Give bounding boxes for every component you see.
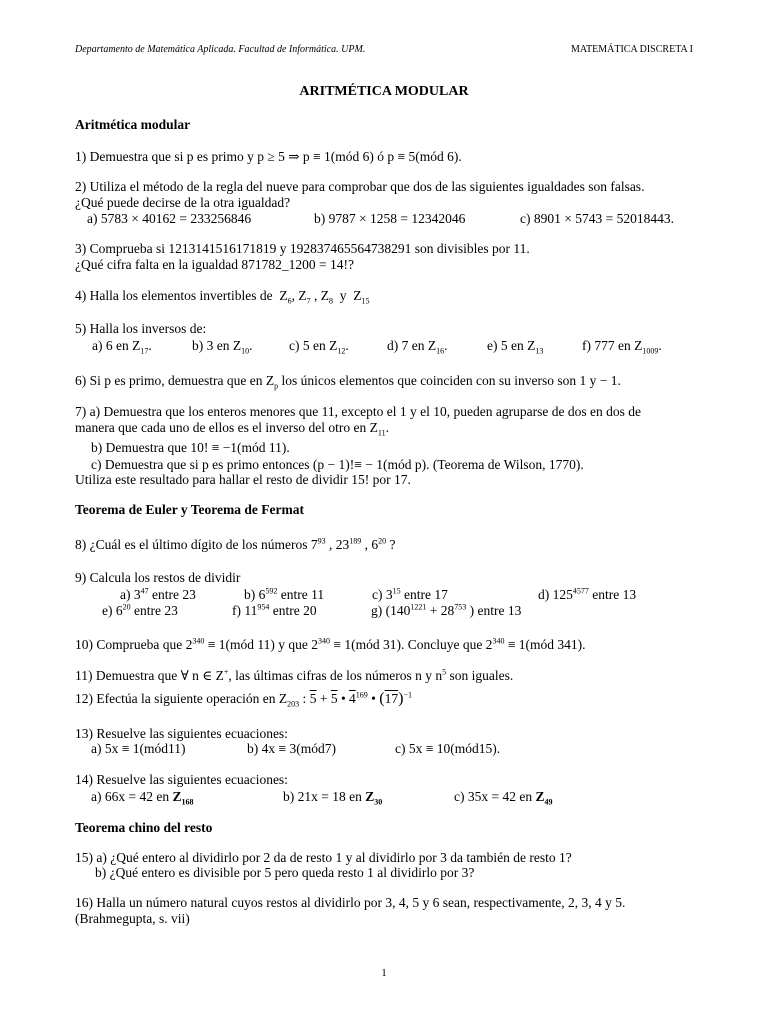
problem-12 xyxy=(75,690,412,708)
problem-11 xyxy=(75,668,513,684)
problem-8-text: ? xyxy=(386,537,396,552)
problem-13-a: a) 5x ≡ 1(mód11) xyxy=(91,741,186,756)
item-text: e) 6 xyxy=(102,603,123,618)
class-bar: 5 xyxy=(330,691,338,706)
z-symbol: Z xyxy=(172,789,182,804)
problem-9-e xyxy=(102,603,178,619)
item-punct: . xyxy=(444,338,448,353)
operator: + xyxy=(316,691,331,706)
problem-11-text: , las últimas cifras de los números n y n xyxy=(228,668,443,683)
header-department: Departamento de Matemática Aplicada. Facultad de Informática. UPM. xyxy=(75,44,366,55)
problem-2-line2: ¿Qué puede decirse de la otra igualdad? xyxy=(75,195,291,210)
problem-7-line2-text: manera que cada uno de ellos es el inverso del otro en Z xyxy=(75,420,378,435)
item-subscript: 12 xyxy=(337,346,346,356)
item-text: ) entre 13 xyxy=(466,603,522,618)
z-symbol: Z xyxy=(320,288,329,303)
problem-1: 1) Demuestra que si p es primo y p ≥ 5 ⇒ p ≡ 1(mód 6) ó p ≡ 5(mód 6). xyxy=(75,149,462,164)
item-text: f) 777 en Z xyxy=(582,338,643,353)
problem-2-c: c) 8901 × 5743 = 52018443. xyxy=(520,211,674,226)
item-subscript: 16 xyxy=(436,346,445,356)
z-subscript: 15 xyxy=(361,296,370,306)
problem-6-text: 6) Si p es primo, demuestra que en Z xyxy=(75,373,275,388)
problem-6 xyxy=(75,373,621,389)
item-subscript: 17 xyxy=(140,346,149,356)
problem-3-line1: 3) Comprueba si 1213141516171819 y 192837465564738291 son divisibles por 11. xyxy=(75,241,530,256)
item-text: d) 125 xyxy=(538,587,573,602)
problem-5-b xyxy=(192,338,252,354)
item-text: entre 11 xyxy=(277,587,325,602)
item-text: entre 23 xyxy=(130,603,178,618)
z-symbol: Z xyxy=(365,789,375,804)
exponent: 93 xyxy=(317,536,326,546)
problem-10-text: ≡ 1(mód 31). Concluye que 2 xyxy=(329,637,493,652)
problem-4-text: 4) Halla los elementos invertibles de xyxy=(75,288,273,303)
problem-10 xyxy=(75,637,586,653)
class-bar: 5 xyxy=(309,691,317,706)
problem-15-a: 15) a) ¿Qué entero al dividirlo por 2 da de resto 1 y al dividirlo por 3 da también de resto 1? xyxy=(75,850,572,865)
exponent: 15 xyxy=(392,586,401,596)
item-text: a) 3 xyxy=(120,587,141,602)
problem-2-a: a) 5783 × 40162 = 233256846 xyxy=(87,211,252,226)
problem-14-c xyxy=(454,789,552,805)
z-subscript: 49 xyxy=(544,797,553,807)
conjunction: y xyxy=(339,288,347,303)
problem-13-b: b) 4x ≡ 3(mód7) xyxy=(247,741,336,756)
z-symbol: Z xyxy=(279,288,288,303)
item-text: g) (140 xyxy=(371,603,411,618)
problem-10-text: 10) Comprueba que 2 xyxy=(75,637,193,652)
close-paren: ) xyxy=(398,690,404,707)
problem-9-c xyxy=(372,587,448,603)
problem-13-c: c) 5x ≡ 10(mód15). xyxy=(395,741,501,756)
item-text: c) 5 en Z xyxy=(289,338,338,353)
exponent: 5 xyxy=(442,667,447,677)
item-text: entre 20 xyxy=(269,603,317,618)
section-heading-chinese: Teorema chino del resto xyxy=(75,820,213,835)
problem-9-g xyxy=(371,603,521,619)
item-text: c) 35x = 42 en xyxy=(454,789,536,804)
z-symbol: Z xyxy=(298,288,307,303)
problem-7-punct: . xyxy=(385,420,389,435)
problem-5-c xyxy=(289,338,349,354)
problem-8 xyxy=(75,537,395,553)
problem-15-b: b) ¿Qué entero es divisible por 5 pero queda resto 1 al dividirlo por 3? xyxy=(95,865,475,880)
header-course: MATEMÁTICA DISCRETA I xyxy=(571,44,693,55)
problem-11-text: son iguales. xyxy=(446,668,514,683)
exponent: 47 xyxy=(140,586,149,596)
problem-5-a xyxy=(92,338,152,354)
problem-16-line1: 16) Halla un número natural cuyos restos al dividirlo por 3, 4, 5 y 6 sean, respectivamente, 2, 3, 4 y 5. xyxy=(75,895,626,910)
exponent: 340 xyxy=(492,636,505,646)
z-subscript: 30 xyxy=(374,797,383,807)
exponent: 954 xyxy=(257,602,270,612)
class-bar: 4 xyxy=(349,691,356,706)
exponent: 169 xyxy=(355,690,368,700)
problem-7-subscript: 11 xyxy=(377,428,386,438)
z-subscript: 8 xyxy=(328,296,333,306)
item-text: entre 13 xyxy=(588,587,637,602)
problem-9-b xyxy=(244,587,324,603)
problem-3-line2: ¿Qué cifra falta en la igualdad 871782_1200 = 14!? xyxy=(75,257,355,272)
z-symbol: Z xyxy=(535,789,545,804)
class-bar: 17 xyxy=(384,691,399,706)
problem-14-intro: 14) Resuelve las siguientes ecuaciones: xyxy=(75,772,288,787)
problem-5-f xyxy=(582,338,662,354)
problem-9-f xyxy=(232,603,317,619)
problem-8-text: , 6 xyxy=(361,537,379,552)
item-text: b) 6 xyxy=(244,587,266,602)
problem-12-text: 12) Efectúa la siguiente operación en Z xyxy=(75,691,288,706)
open-paren: ( xyxy=(379,690,385,707)
item-punct: . xyxy=(249,338,253,353)
problem-6-subscript: p xyxy=(274,381,279,391)
problem-11-text: 11) Demuestra que ∀ n ∈ Z xyxy=(75,668,224,683)
item-punct: . xyxy=(345,338,349,353)
problem-7-b: b) Demuestra que 10! ≡ −1(mód 11). xyxy=(91,440,290,455)
subscript: 203 xyxy=(287,699,300,709)
item-text: a) 6 en Z xyxy=(92,338,141,353)
z-subscript: 7 xyxy=(306,296,311,306)
problem-2-line1: 2) Utiliza el método de la regla del nueve para comprobar que dos de las siguientes igualdades son falsas. xyxy=(75,179,645,194)
problem-8-text: 8) ¿Cuál es el último dígito de los números 7 xyxy=(75,537,318,552)
exponent: 592 xyxy=(265,586,278,596)
problem-7-d: Utiliza este resultado para hallar el resto de dividir 15! por 17. xyxy=(75,472,411,487)
item-text: e) 5 en Z xyxy=(487,338,536,353)
exponent: −1 xyxy=(403,690,412,700)
problem-7-c: c) Demuestra que si p es primo entonces (p − 1)!≡ − 1(mód p). (Teorema de Wilson, 1770). xyxy=(91,457,584,472)
problem-10-text: ≡ 1(mód 341). xyxy=(504,637,586,652)
item-punct: . xyxy=(658,338,662,353)
problem-13-intro: 13) Resuelve las siguientes ecuaciones: xyxy=(75,726,288,741)
exponent: 20 xyxy=(378,536,387,546)
item-text: + 28 xyxy=(426,603,455,618)
page-number: 1 xyxy=(381,967,387,979)
problem-14-b xyxy=(283,789,382,805)
exponent: 4577 xyxy=(572,586,589,596)
item-text: b) 3 en Z xyxy=(192,338,242,353)
problem-10-text: ≡ 1(mód 11) y que 2 xyxy=(204,637,318,652)
problem-14-a xyxy=(91,789,193,805)
item-subscript: 1009 xyxy=(642,346,659,356)
problem-7-line2 xyxy=(75,420,389,436)
operator: • xyxy=(367,691,380,706)
operator: • xyxy=(337,691,350,706)
problem-8-text: , 23 xyxy=(325,537,350,552)
problem-9-a xyxy=(120,587,196,603)
item-text: d) 7 en Z xyxy=(387,338,437,353)
item-subscript: 13 xyxy=(535,346,544,356)
problem-2-b: b) 9787 × 1258 = 12342046 xyxy=(314,211,466,226)
z-subscript: 6 xyxy=(287,296,292,306)
exponent: 20 xyxy=(122,602,131,612)
item-subscript: 10 xyxy=(241,346,250,356)
problem-9-intro: 9) Calcula los restos de dividir xyxy=(75,570,241,585)
item-text: entre 23 xyxy=(148,587,196,602)
item-punct: . xyxy=(148,338,152,353)
item-text: f) 11 xyxy=(232,603,258,618)
problem-9-d xyxy=(538,587,636,603)
item-text: b) 21x = 18 en xyxy=(283,789,366,804)
problem-5-e xyxy=(487,338,543,354)
superscript: + xyxy=(223,667,229,677)
page-title: ARITMÉTICA MODULAR xyxy=(299,84,469,99)
problem-12-text: : xyxy=(299,691,310,706)
exponent: 340 xyxy=(192,636,205,646)
problem-5-d xyxy=(387,338,447,354)
section-heading-modular: Aritmética modular xyxy=(75,117,191,132)
problem-6-rest: los únicos elementos que coinciden con su inverso son 1 y − 1. xyxy=(278,373,621,388)
item-text: entre 17 xyxy=(400,587,448,602)
exponent: 753 xyxy=(454,602,467,612)
z-symbol: Z xyxy=(353,288,362,303)
problem-7-line1: 7) a) Demuestra que los enteros menores que 11, excepto el 1 y el 10, pueden agruparse de dos en dos de xyxy=(75,404,641,419)
problem-4: 4) Halla los elementos invertibles de $Z_6$, $Z_7$ , $Z_8$ y $Z_{15}$ xyxy=(75,288,370,306)
exponent: 189 xyxy=(349,536,362,546)
z-subscript: 168 xyxy=(181,797,194,807)
item-text: a) 66x = 42 en xyxy=(91,789,173,804)
section-heading-euler: Teorema de Euler y Teorema de Fermat xyxy=(75,502,304,517)
exponent: 340 xyxy=(317,636,330,646)
problem-16-line2: (Brahmegupta, s. vii) xyxy=(75,911,190,926)
exponent: 1221 xyxy=(410,602,427,612)
item-text: c) 3 xyxy=(372,587,393,602)
problem-5-intro: 5) Halla los inversos de: xyxy=(75,321,207,336)
